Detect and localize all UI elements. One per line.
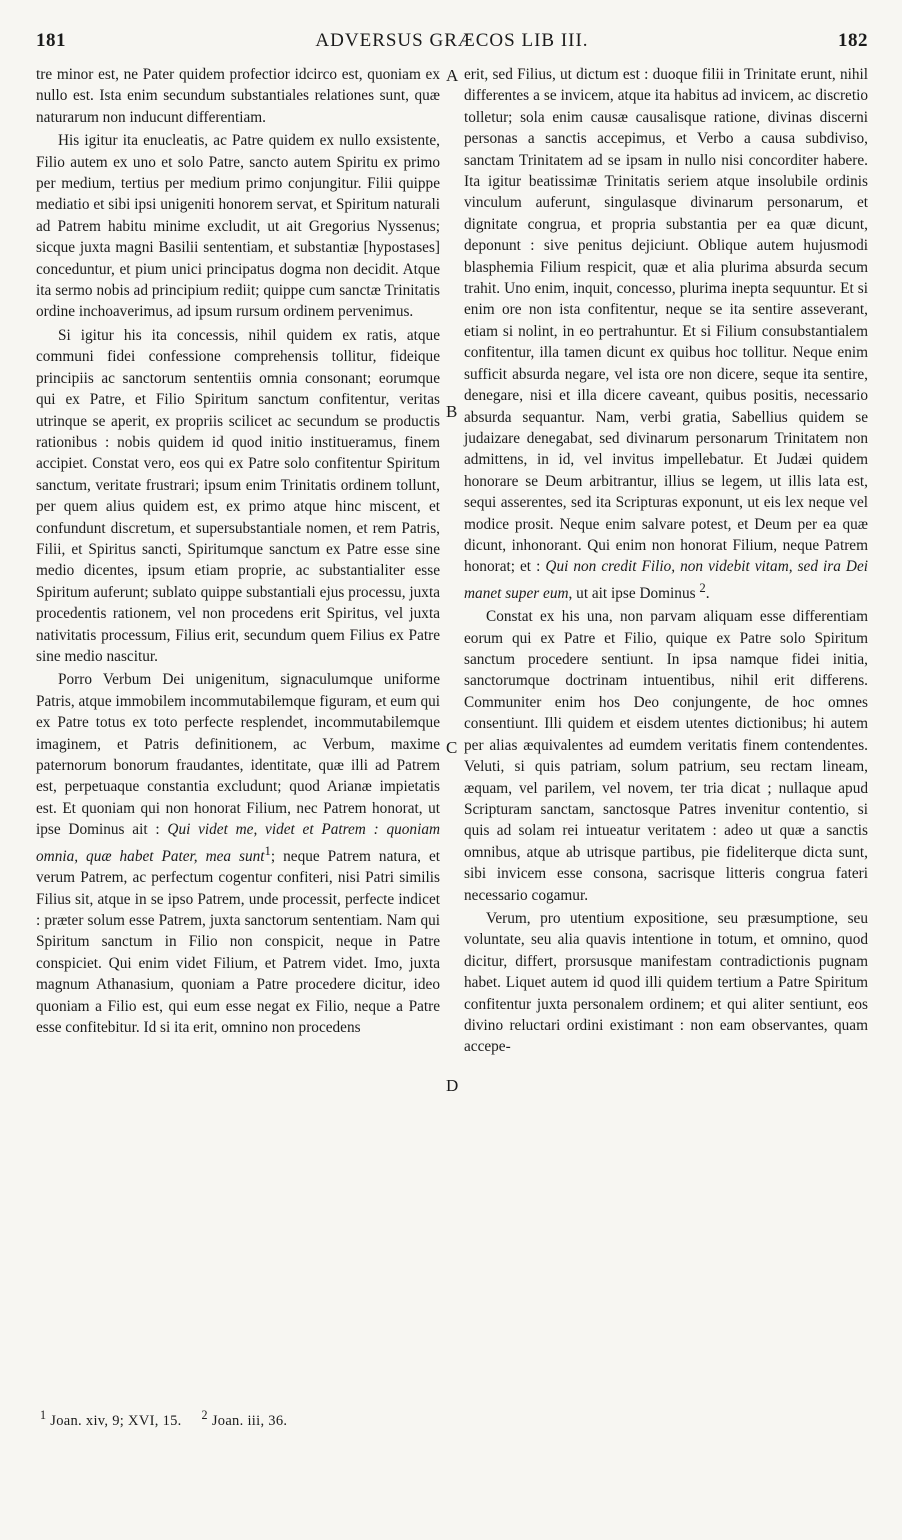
footnote-mark: 1 xyxy=(40,1408,47,1422)
margin-marker-b: B xyxy=(446,402,458,421)
margin-marker-a: A xyxy=(446,66,459,85)
text-run: ; neque Patrem natura, et verum Patrem, ac perfectum cogentur confiteri, nisi Patri similis Filius sit, atque in se ipso Patrem, unde processit, perfecte indicet : præter solum esse Patrem, juxta sanctorum sententiam. Nam qui Spiritum sanctum in Filio non conspicit, neque in Patre conspiciet. Qui enim videt Filium, et Patrem videt. Imo, juxta magnum Athanasium, quoniam a Patre procedere dicitur, ideo quoniam a Filio est, qui eum esse negat ex Filio, neque a Patre esse confitebitur. Id si ita erit, omnino non procedens xyxy=(36,847,440,1036)
page-number-left: 181 xyxy=(36,30,66,51)
left-column xyxy=(36,64,440,1038)
running-title: ADVERSUS GRÆCOS LIB III. xyxy=(315,30,589,51)
footnote-text: Joan. xiv, 9; XVI, 15. xyxy=(50,1412,182,1429)
paragraph: tre minor est, ne Pater quidem profectior idcirco est, quoniam ex nullo est. Ista enim secundum substantiales relationes sunt, quæ naturarum non inducunt differentiam. xyxy=(36,66,440,126)
scripture-quote: Qui videt me, videt et Patrem : quoniam omnia, quæ habet Pater, mea sunt xyxy=(36,821,441,865)
paragraph: Verum, pro utentium expositione, seu præsumptione, seu voluntate, seu alia quavis intentione in totum, et omnino, quod dicitur, differt, prorsusque manifestam contradictionis pugnam habet. Liquet autem id quod illi quidem tertium a Patre Spiritum confitentur juxta personalem ordinem; et qui aliter sentiunt, eos divino reluctari ordini existimant : non eam observantes, quam accepe- xyxy=(464,909,868,1056)
text-run: erit, sed Filius, ut dictum est : duoque filii in Trinitate erunt, nihil differentes a se invicem, atque ita habitus ad invicem, ac discretio tolletur; sola enim causæ causalisque ratione, divinas discerni personas a sanctis accepimus, et Verbo a causa subdiviso, sanctam Trinitatem ad se ipsam in nullo nisi concorditer habere. Ita igitur beatissimæ Trinitatis seriem atque insolubile ordinis vinculum auferunt, singulasque divinarum personarum, et dignitate congrua, et propria substantia per ea quæ dicunt, deponunt : sive penitus dejiciunt. Oblique autem hujusmodi blasphemia Filium respicit, quæ et alia plurima absurda secum trahit. Uno enim, inquit, concesso, plurima inepta sequuntur. Et si enim ore non ista confitentur, neque se ita sentire asseverant, etiam si nolint, in eo pertrahuntur. Et si Filium consubstantialem confitentur, illa tamen dicunt ex quibus hoc tollitur. Neque enim sufficit absurda negare, vel ista ore non dicere, seque ita sentire, denegare, nisi et illa dicere caveant, quibus positis, necessario absurda sequantur. Nam, verbi gratia, Sabellius quidem se judaizare denegabat, sed divinarum personarum Trinitatem non admittens, in id, vel invitus impellebatur. Et Judæi quidem honorare se Deum arbitrantur, illius se legem, ut illis lata est, sequi asserentes, sed ita Scripturas exponunt, ut eis lex neque vel modice prosit. Neque enim salvare potest, et Deum per ea quæ dicunt, inhonorant. Qui enim non honorat Filium, neque Patrem honorat; et : xyxy=(464,66,868,576)
footnote xyxy=(40,1408,182,1429)
right-column xyxy=(464,64,868,1058)
margin-marker-d: D xyxy=(446,1076,459,1095)
text-run: Porro Verbum Dei unigenitum, signaculumque uniforme Patris, atque immobilem incommutabilemque figuram, et eum qui ex Patre totus ex toto perfecte resplendet, incommutabilemque imaginem, et Patris definitionem, ac Verbum, maxime paternorum bonorum fraudantes, identitate, quæ illi ad Patrem est, perpetuaque constantia excludunt; quod Arianæ impietatis est. Et quoniam qui non honorat Filium, nec Patrem honorat, ut ipse Dominus ait : xyxy=(36,671,441,839)
page-number-right: 182 xyxy=(838,30,868,51)
text-run: , ut ait ipse Dominus xyxy=(568,584,696,602)
paragraph: Constat ex his una, non parvam aliquam esse differentiam eorum qui ex Patre et Filio, quique ex Patre solo Spiritum sanctum procedere sentiunt. In ipsa namque fidei initia, sanctorumque doctrinam intuentibus, nihil erit differens. Communiter enim hos Deo conjungente, de hoc omnes consentiunt. Illi quidem et eisdem utentes dictionibus; hi autem per alias æquivalentes ad eumdem veritatis finem contendentes. Veluti, si quis patriam, solum patrium, seu rectam lineam, æquam, vel parilem, vel novem, ter tria dicat ; nullaque apud Scripturam sanctam, sanctosque Patres invenitur contentio, si quis ad solam rei intueatur veritatem : adeo ut quæ a sanctis omnibus, atque ab utrisque partibus, pie fideliterque dicta sunt, sibi invicem esse consona, sacrisque litteris congrua fateri necessario cogamur. xyxy=(464,608,868,904)
footnote-mark: 2 xyxy=(201,1408,208,1422)
paragraph: Si igitur his ita concessis, nihil quidem ex ratis, atque communi fidei confessione comprehensis tollitur, fideique principiis ac sanctorum sententiis omnia consonant; eorumque qui ex Patre, et Filio Spiritum sanctum confitentur, veritas utrinque se aperit, ex propriis scilicet ac secundum se productis rationibus : nobis quidem id quod initio institueramus, finem accipiet. Constat vero, eos qui ex Patre solo confitentur Spiritum sanctum, veritate frustrari; ipsum enim Trinitatis ordinem tollunt, per quem alius quidem est, ex primo atque hinc miscent, et confundunt discretum, et supersubstantiale nomen, et rem Patris, Filii, et Spiritus sancti, Spiritumque sanctum ex Patre esse sine medio dicentes, ipsum etiam proprie, ac substantialiter esse Spiritum auferunt; sublato quippe substantiali ejus processu, juxta procedentis rationem, vel non procedens erit Spiritus, vel juxta nativitatis processum, Filius erit, secundum quem Filius ex Patre sine medio nascitur. xyxy=(36,326,440,665)
scripture-quote: Qui non credit Filio, non videbit vitam, sed ira Dei manet super eum xyxy=(464,558,868,602)
footnote-text: Joan. iii, 36. xyxy=(211,1412,288,1429)
paragraph: erit, sed Filius, ut dictum est : duoque filii in Trinitate erunt, nihil differentes a se invicem, atque ita habitus ad invicem, ac discretio tolletur; sola enim causæ causalisque ratione, divinas discerni personas a sanctis accepimus, et Verbo a causa subdiviso, sanctam Trinitatem ad se ipsam in nullo nisi concorditer habere. Ita igitur beatissimæ Trinitatis seriem atque insolubile ordinis vinculum auferunt, singulasque divinarum personarum, et dignitate congrua, et propria substantia per ea quæ dicunt, deponunt : sive penitus dejiciunt. Oblique autem hujusmodi blasphemia Filium respicit, quæ et alia plurima absurda secum trahit. Uno enim, inquit, concesso, plurima inepta sequuntur. Et si enim ore non ista confitentur, neque se ita sentire asseverant, etiam si nolint, in eo pertrahuntur. Et si Filium consubstantialem confitentur, illa tamen dicunt ex quibus hoc tollitur. Neque enim sufficit absurda negare, vel ista ore non dicere, seque ita sentire, denegare, nisi et illa dicere caveant, quibus positis, necessario absurda sequantur. Nam, verbi gratia, Sabellius quidem se judaizare denegabat, sed divinarum personarum Trinitatem non admittens, in id, vel invitus impellebatur. Et Judæi quidem honorare se Deum arbitrantur, illius se legem, ut illis lata est, sequi asserentes, sed ita Scripturas exponunt, ut eis lex neque vel modice prosit. Neque enim salvare potest, et Deum per ea quæ dicunt, inhonorant. Qui enim non honorat Filium, neque Patrem honorat; et : Qui non credit Filio, non videbit vitam, sed ira Dei manet super eum, ut ait ipse Dominus $^2$. xyxy=(464,66,868,602)
footnotes xyxy=(40,1408,303,1430)
running-header xyxy=(36,30,868,60)
footnote xyxy=(201,1408,288,1429)
paragraph: His igitur ita enucleatis, ac Patre quidem ex nullo exsistente, Filio autem ex uno et solo Patre, sancto autem Spiritu ex primo per medium, tertius per medium primo conjungitur. Filii quippe mediatio et sibi ipsi unigeniti honorem servat, et Spiritum naturali ad Patrem habitu minime excludit, ut ait Gregorius Nyssenus; sicque juxta magni Basilii sententiam, et substantiæ [hypostases] conceduntur, et pium unici principatus dogma non decidit. Atque ita sermo nobis ad principium rediit; quippe cum sanctæ Trinitatis ordine inchoaverimus, ad ipsum rursum ordinem pervenimus. xyxy=(36,132,440,321)
paragraph xyxy=(36,669,440,1038)
footnote-ref: 1 xyxy=(264,843,271,858)
margin-marker-c: C xyxy=(446,738,458,757)
footnote-ref: 2 xyxy=(699,580,706,595)
